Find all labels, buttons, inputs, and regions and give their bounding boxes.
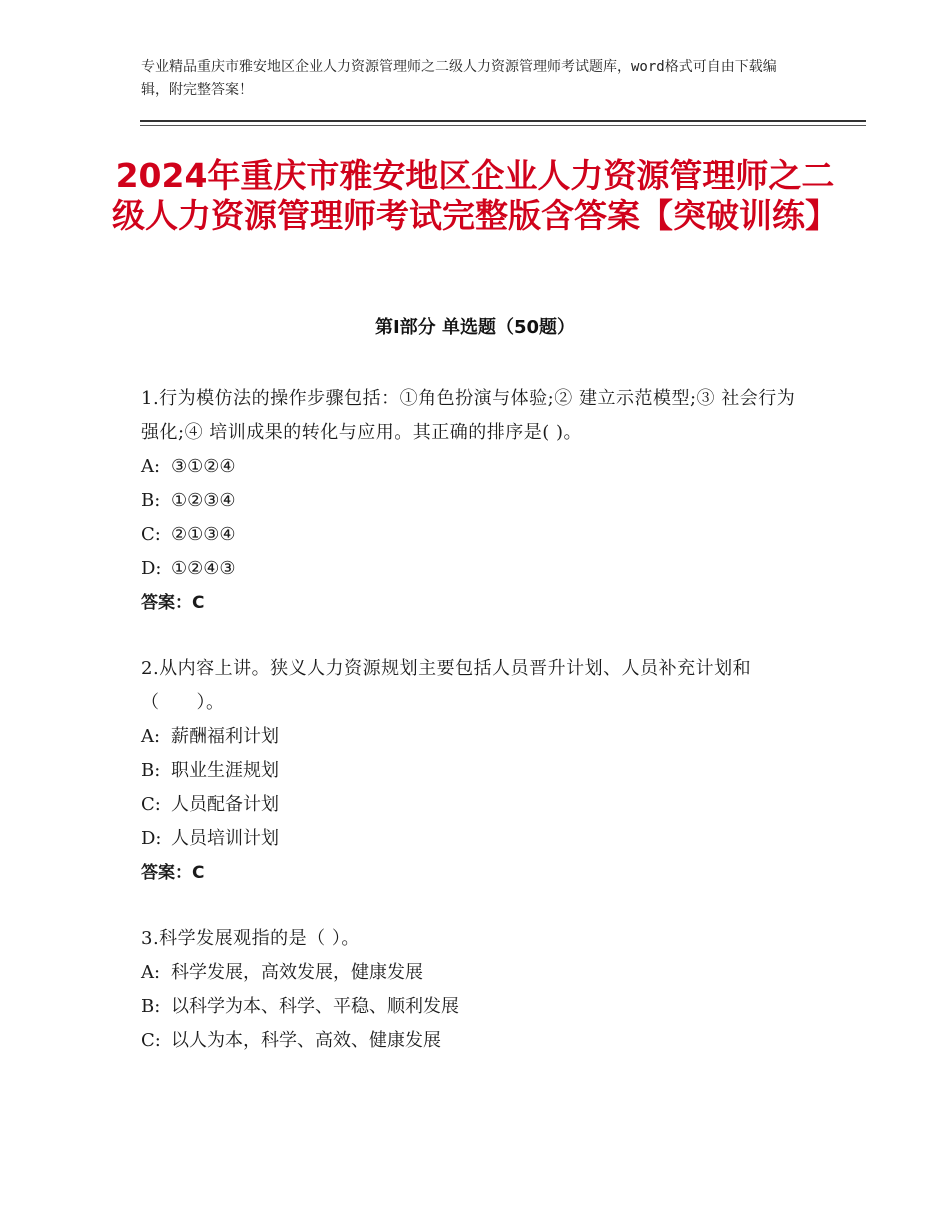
option-b: [141, 990, 811, 1024]
option-text: 薪酬福利计划: [171, 726, 279, 747]
question-3: [141, 922, 811, 1058]
option-text: ①②④③: [171, 558, 236, 579]
option-text: ②①③④: [171, 524, 236, 545]
option-text: 人员培训计划: [171, 828, 279, 849]
option-text: 职业生涯规划: [171, 760, 279, 781]
option-a: [141, 450, 811, 484]
question-stem: 2.从内容上讲。狭义人力资源规划主要包括人员晋升计划、人员补充计划和（ ）。: [141, 658, 752, 713]
document-title: 2024年重庆市雅安地区企业人力资源管理师之二级人力资源管理师考试完整版含答案【突破训练】: [112, 156, 838, 235]
header-divider-thin: [140, 125, 866, 126]
option-text: 人员配备计划: [171, 794, 279, 815]
option-letter: A:: [141, 726, 161, 747]
option-c: [141, 788, 811, 822]
option-letter: B:: [141, 490, 161, 511]
option-text: 科学发展，高效发展，健康发展: [171, 962, 423, 983]
question-list: [141, 382, 811, 1090]
header-note: 专业精品重庆市雅安地区企业人力资源管理师之二级人力资源管理师考试题库，word格式可自由下载编辑，附完整答案！: [141, 59, 777, 98]
option-b: [141, 754, 811, 788]
option-letter: B:: [141, 996, 161, 1017]
question-stem: 3.科学发展观指的是（ ）。: [141, 928, 360, 949]
header-divider-thick: [140, 120, 866, 122]
question-stem: 1.行为模仿法的操作步骤包括：①角色扮演与体验;② 建立示范模型;③ 社会行为强化;④ 培训成果的转化与应用。其正确的排序是( )。: [141, 388, 796, 443]
option-letter: C:: [141, 1030, 161, 1051]
section-heading: 第Ⅰ部分 单选题（50题）: [374, 317, 575, 338]
option-text: ①②③④: [171, 490, 236, 511]
answer-line: 答案：C: [141, 863, 205, 883]
option-text: 以人为本，科学、高效、健康发展: [171, 1030, 441, 1051]
option-a: [141, 720, 811, 754]
option-letter: A:: [141, 962, 161, 983]
option-letter: B:: [141, 760, 161, 781]
option-letter: C:: [141, 524, 161, 545]
question-2: [141, 652, 811, 890]
option-d: [141, 822, 811, 856]
option-a: [141, 956, 811, 990]
option-letter: C:: [141, 794, 161, 815]
option-letter: A:: [141, 456, 161, 477]
option-text: 以科学为本、科学、平稳、顺利发展: [171, 996, 459, 1017]
question-1: [141, 382, 811, 620]
answer-line: 答案：C: [141, 593, 205, 613]
option-letter: D:: [141, 828, 162, 849]
option-c: [141, 1024, 811, 1058]
option-text: ③①②④: [171, 456, 236, 477]
option-letter: D:: [141, 558, 162, 579]
option-d: [141, 552, 811, 586]
option-c: [141, 518, 811, 552]
option-b: [141, 484, 811, 518]
